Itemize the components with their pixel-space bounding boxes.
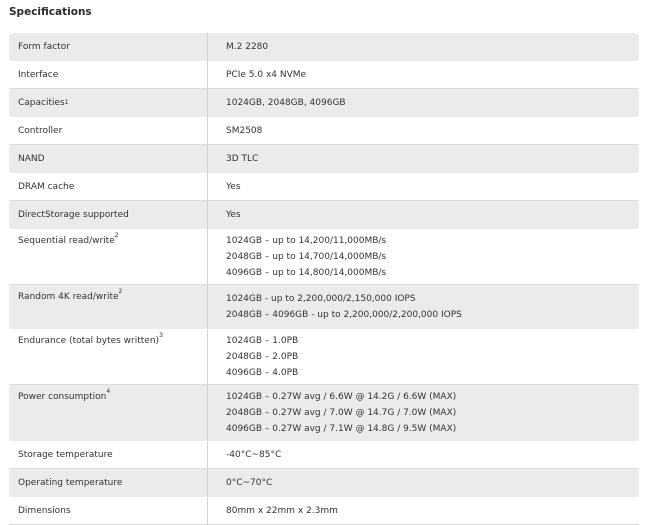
spec-value-line: 1024GB, 2048GB, 4096GB bbox=[226, 97, 346, 108]
spec-value-line: Yes bbox=[226, 209, 241, 220]
spec-value bbox=[208, 447, 281, 463]
spec-value-line: 1024GB – up to 14,200/11,000MB/s bbox=[226, 235, 387, 246]
spec-value-line: 2048GB – 4096GB - up to 2,200,000/2,200,000 IOPS bbox=[226, 309, 462, 320]
spec-label: Random 4K read/write 2 bbox=[9, 285, 208, 328]
spec-label: Endurance (total bytes written) 3 bbox=[9, 329, 208, 384]
table-row bbox=[9, 201, 639, 229]
spec-label-text: Random 4K read/write bbox=[18, 292, 119, 302]
spec-value-line: M.2 2280 bbox=[226, 41, 269, 52]
spec-label: Capacities 1 bbox=[9, 89, 208, 116]
table-row bbox=[9, 89, 639, 117]
spec-label-text: Capacities bbox=[18, 97, 65, 108]
spec-value-line: 1024GB - up to 2,200,000/2,150,000 IOPS bbox=[226, 293, 416, 304]
spec-label-text: Storage temperature bbox=[18, 449, 113, 460]
table-row bbox=[9, 229, 639, 285]
spec-label bbox=[9, 201, 208, 228]
spec-value-line: 2048GB – 0.27W avg / 7.0W @ 14.7G / 7.0W (MAX) bbox=[226, 407, 457, 418]
spec-value bbox=[208, 67, 306, 83]
spec-label-text: NAND bbox=[18, 153, 45, 164]
spec-value-line: -40°C~85°C bbox=[226, 449, 282, 460]
spec-label: Power consumption 4 bbox=[9, 385, 208, 440]
spec-value bbox=[208, 207, 241, 223]
spec-label-text: DirectStorage supported bbox=[18, 209, 129, 220]
table-row bbox=[9, 145, 639, 173]
spec-value-line: Yes bbox=[226, 181, 241, 192]
spec-value-line: 2048GB – 2.0PB bbox=[226, 351, 299, 362]
spec-label-text: Interface bbox=[18, 69, 59, 80]
spec-value-line: 4096GB – up to 14,800/14,000MB/s bbox=[226, 267, 387, 278]
spec-label bbox=[9, 145, 208, 172]
spec-value bbox=[208, 503, 338, 519]
table-row bbox=[9, 61, 639, 89]
spec-label-text: Endurance (total bytes written) bbox=[18, 336, 160, 346]
table-row bbox=[9, 285, 639, 329]
spec-label-text: Form factor bbox=[18, 41, 70, 52]
spec-value-line: 4096GB – 0.27W avg / 7.1W @ 14.8G / 9.5W (MAX) bbox=[226, 423, 457, 434]
spec-value-line: 1024GB – 0.27W avg / 6.6W @ 14.2G / 6.6W (MAX) bbox=[226, 391, 457, 402]
spec-label-text: Operating temperature bbox=[18, 477, 123, 488]
spec-label bbox=[9, 61, 208, 88]
spec-value-line: 80mm x 22mm x 2.3mm bbox=[226, 505, 338, 516]
spec-value bbox=[208, 333, 298, 381]
table-row bbox=[9, 329, 639, 385]
table-row bbox=[9, 385, 639, 441]
spec-value bbox=[208, 389, 456, 437]
spec-label bbox=[9, 173, 208, 200]
spec-label bbox=[9, 33, 208, 60]
spec-value bbox=[208, 475, 272, 491]
spec-label: Sequential read/write 2 bbox=[9, 229, 208, 284]
specifications-table bbox=[9, 33, 639, 525]
spec-label-text: Power consumption bbox=[18, 392, 107, 402]
spec-value-line: 4096GB – 4.0PB bbox=[226, 367, 299, 378]
spec-label-text: DRAM cache bbox=[18, 181, 75, 192]
spec-value bbox=[208, 123, 262, 139]
spec-value bbox=[208, 233, 386, 281]
spec-label-text: Dimensions bbox=[18, 505, 71, 516]
spec-value bbox=[208, 291, 462, 323]
spec-value-line: 3D TLC bbox=[226, 153, 259, 164]
table-row bbox=[9, 117, 639, 145]
spec-label bbox=[9, 469, 208, 496]
page-title: Specifications bbox=[9, 6, 92, 18]
spec-label bbox=[9, 441, 208, 468]
spec-label-text: Controller bbox=[18, 125, 63, 136]
table-row bbox=[9, 497, 639, 525]
spec-label bbox=[9, 497, 208, 524]
spec-value bbox=[208, 39, 268, 55]
spec-value bbox=[208, 151, 258, 167]
spec-value-line: 0°C~70°C bbox=[226, 477, 273, 488]
table-row bbox=[9, 33, 639, 61]
spec-label-text: Sequential read/write bbox=[18, 236, 115, 246]
spec-value-line: 2048GB – up to 14,700/14,000MB/s bbox=[226, 251, 387, 262]
spec-label bbox=[9, 117, 208, 144]
spec-value bbox=[208, 95, 346, 111]
table-row bbox=[9, 441, 639, 469]
spec-value-line: PCIe 5.0 x4 NVMe bbox=[226, 69, 307, 80]
table-row bbox=[9, 173, 639, 201]
spec-value-line: SM2508 bbox=[226, 125, 263, 136]
spec-value-line: 1024GB – 1.0PB bbox=[226, 335, 299, 346]
spec-value bbox=[208, 179, 241, 195]
table-row bbox=[9, 469, 639, 497]
